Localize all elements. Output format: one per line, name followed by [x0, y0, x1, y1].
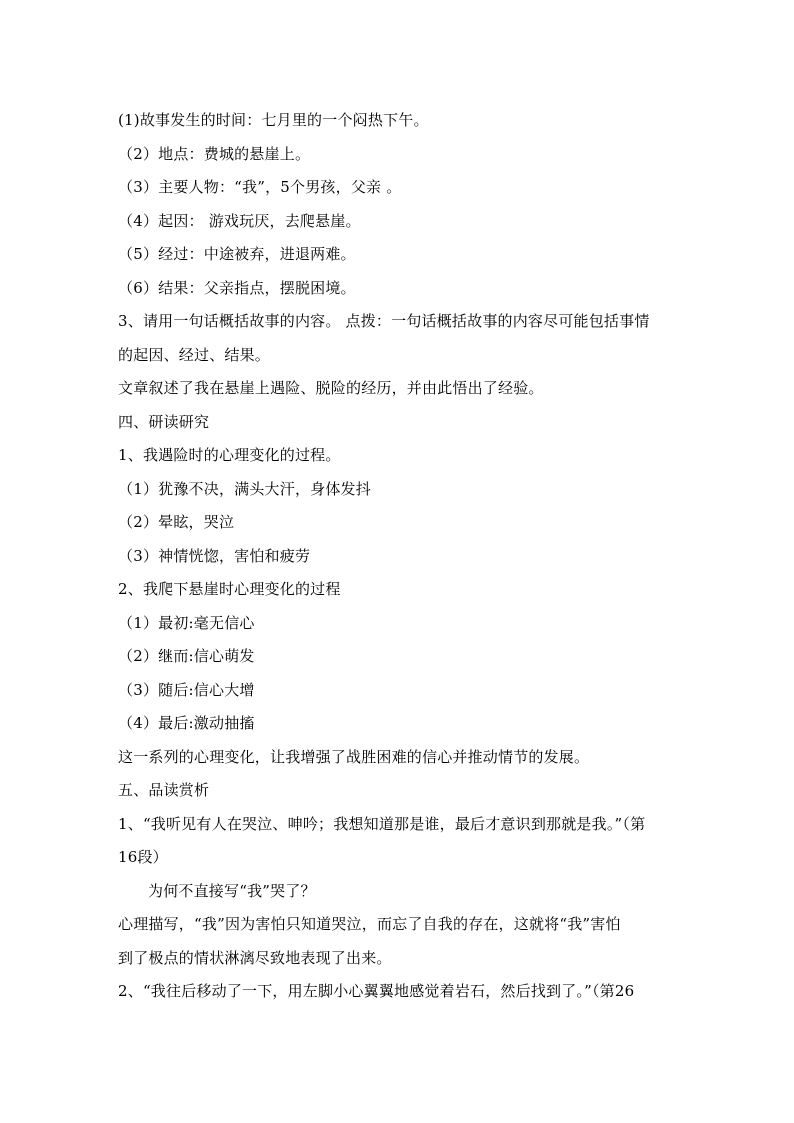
text-line: 16段） [118, 848, 168, 866]
text-line: (1)故事发生的时间：七月里的一个闷热下午。 [118, 111, 429, 129]
text-line: 2、我爬下悬崖时心理变化的过程 [118, 580, 341, 598]
text-line: 2、“我往后移动了一下，用左脚小心翼翼地感觉着岩石，然后找到了。”（第26 [118, 982, 635, 1000]
text-line: （2）地点：费城的悬崖上。 [118, 144, 311, 163]
text-line: （2）继而:信心萌发 [118, 647, 255, 665]
section-heading: 五、品读赏析 [118, 781, 210, 799]
text-line: 文章叙述了我在悬崖上遇险、脱险的经历，并由此悟出了经验。 [118, 379, 544, 397]
text-line: 1、我遇险时的心理变化的过程。 [118, 446, 341, 464]
text-line: 心理描写，“我”因为害怕只知道哭泣，而忘了自我的存在，这就将“我”害怕 [118, 915, 621, 933]
document-body [118, 104, 678, 1009]
section-heading: 四、研读研究 [118, 412, 210, 431]
text-line: （3）神情恍惚，害怕和疲劳 [118, 546, 311, 565]
text-line: （6）结果：父亲指点，摆脱困境。 [118, 278, 356, 297]
question-line: 为何不直接写“我”哭了？ [148, 881, 316, 900]
text-line: （3）随后:信心大增 [118, 680, 255, 699]
text-line: 1、“我听见有人在哭泣、呻吟；我想知道那是谁，最后才意识到那就是我。”（第 [118, 814, 646, 833]
text-line: （1）犹豫不决，满头大汗，身体发抖 [118, 479, 371, 498]
text-line: 到了极点的情状淋漓尽致地表现了出来。 [118, 948, 392, 967]
text-line: 3、请用一句话概括故事的内容。 点拨：一句话概括故事的内容尽可能包括事情 [118, 312, 650, 330]
text-line: （3）主要人物：“我”，5个男孩，父亲 。 [118, 178, 402, 196]
text-line: （4）最后:激动抽搐 [118, 714, 255, 732]
text-line: （1）最初:毫无信心 [118, 613, 255, 632]
text-line: （4）起因： 游戏玩厌，去爬悬崖。 [118, 211, 361, 230]
text-line: 的起因、经过、结果。 [118, 345, 271, 364]
text-line: （2）晕眩，哭泣 [118, 513, 235, 531]
text-line: （5）经过：中途被弃，进退两难。 [118, 245, 356, 263]
text-line: 这一系列的心理变化，让我增强了战胜困难的信心并推动情节的发展。 [118, 747, 590, 766]
